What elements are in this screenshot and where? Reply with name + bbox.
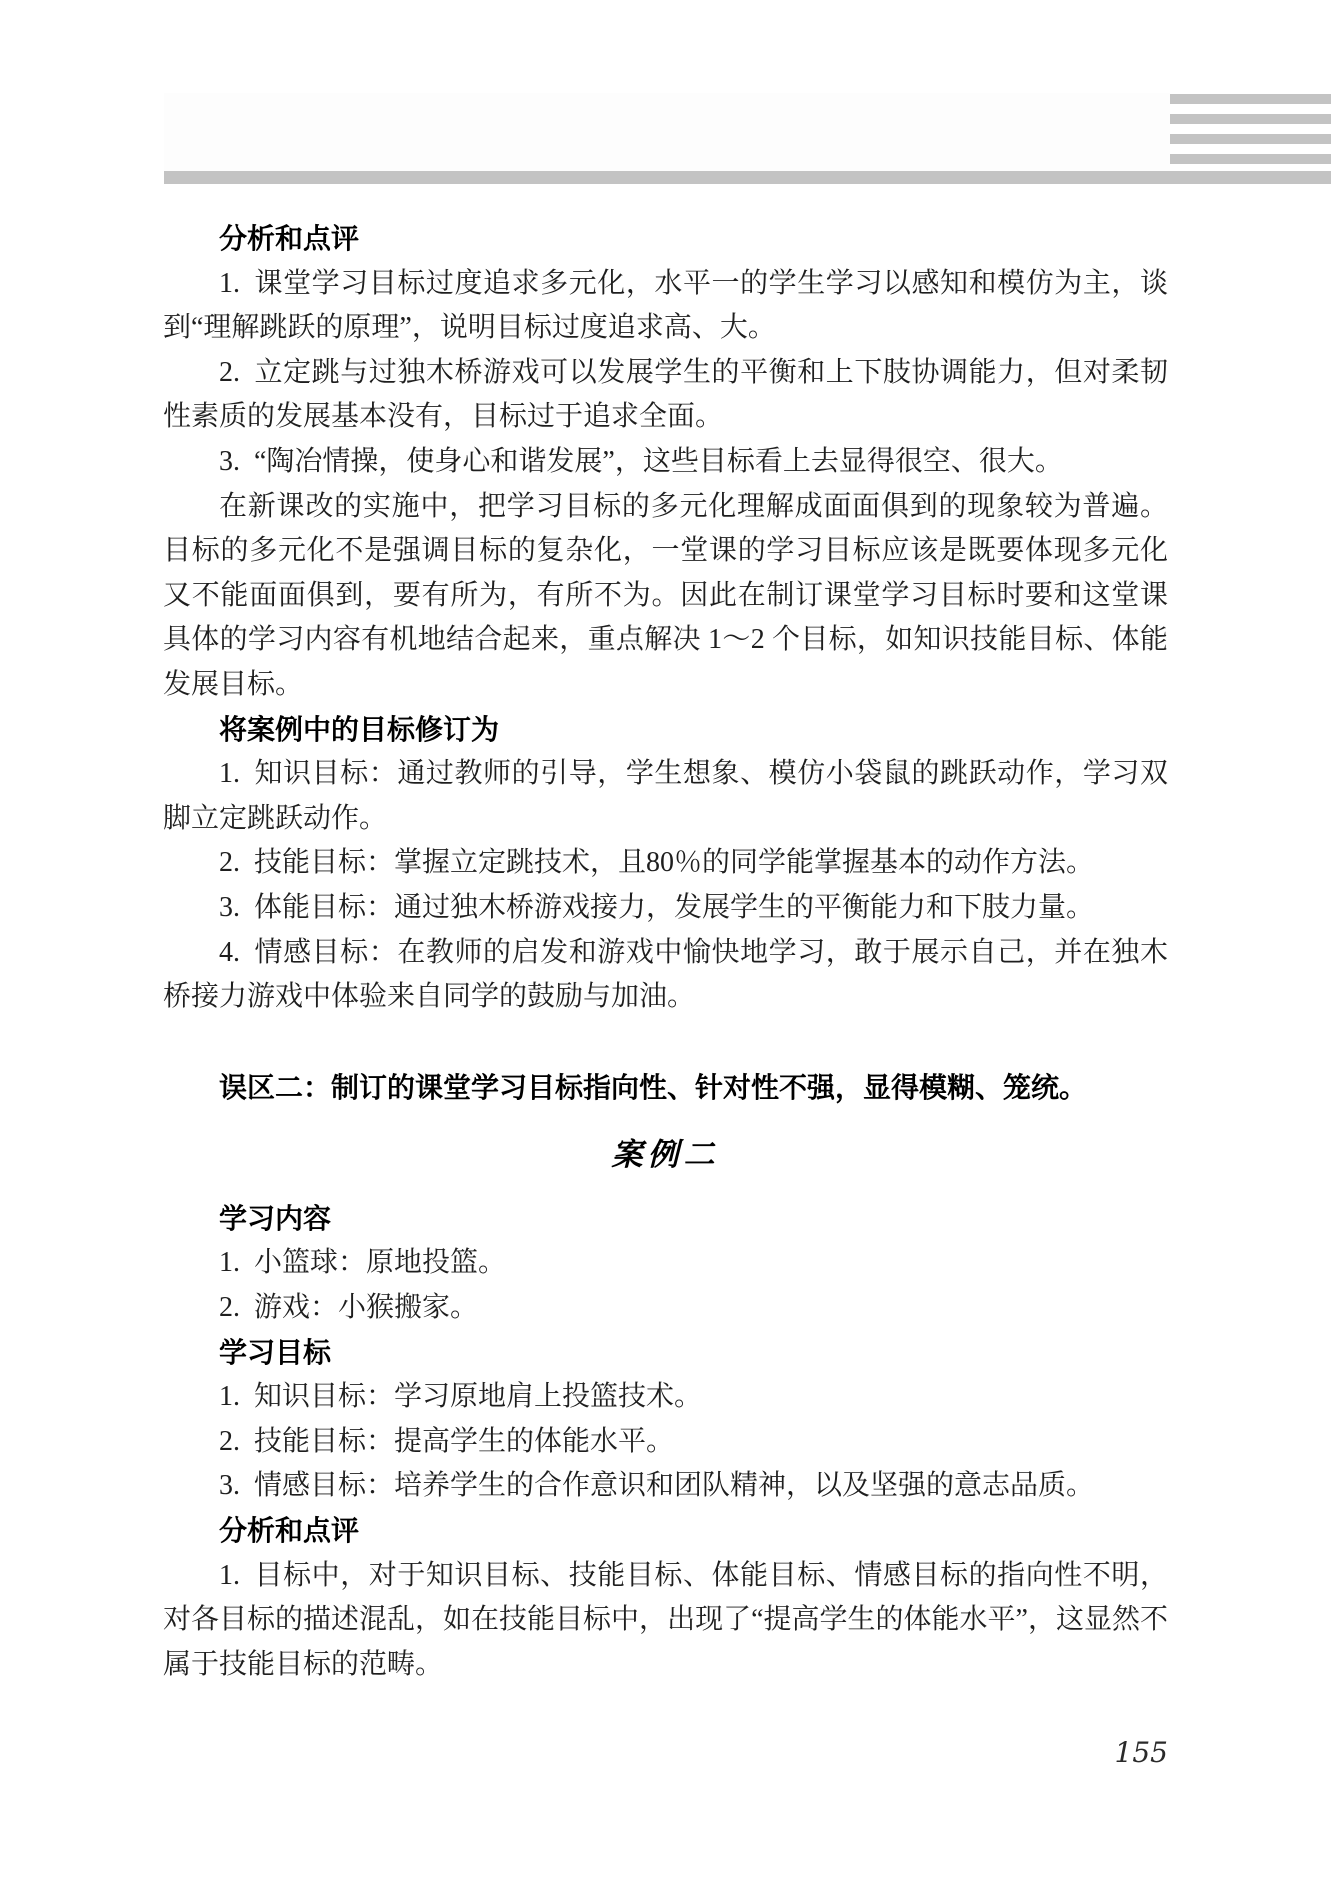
analysis1-point-3: 3. “陶冶情操，使身心和谐发展”，这些目标看上去显得很空、很大。 <box>219 445 1063 477</box>
section-heading-analysis-2: 分析和点评 <box>219 1515 360 1547</box>
learning-content-item-2: 2. 游戏：小猴搬家。 <box>219 1292 479 1324</box>
learning-goal-knowledge: 1. 知识目标：学习原地肩上投篮技术。 <box>219 1381 703 1413</box>
header-stripe <box>1170 94 1331 104</box>
header-rule-bar <box>164 171 1331 184</box>
learning-content-item-1: 1. 小篮球：原地投篮。 <box>219 1247 507 1279</box>
header-stripe <box>1170 134 1331 144</box>
header-stripe <box>1170 114 1331 124</box>
header-stripes <box>1170 94 1331 174</box>
revised-goal-emotion: 4. 情感目标：在教师的启发和游戏中愉快地学习，敢于展示自己，并在独木桥接力游戏中体验来自同学的鼓励与加油。 <box>163 936 1168 1013</box>
misconception-2-statement: 误区二：制订的课堂学习目标指向性、针对性不强，显得模糊、笼统。 <box>219 1072 1088 1104</box>
analysis1-point-1: 1. 课堂学习目标过度追求多元化，水平一的学生学习以感知和模仿为主，谈到“理解跳跃的原理”，说明目标过度追求高、大。 <box>163 267 1168 344</box>
page-content <box>163 217 1168 1687</box>
section-heading-learning-goals: 学习目标 <box>219 1336 332 1368</box>
analysis2-point-1: 1. 目标中，对于知识目标、技能目标、体能目标、情感目标的指向性不明，对各目标的描述混乱，如在技能目标中，出现了“提高学生的体能水平”，这显然不属于技能目标的范畴。 <box>163 1559 1168 1680</box>
revised-goal-knowledge: 1. 知识目标：通过教师的引导，学生想象、模仿小袋鼠的跳跃动作，学习双脚立定跳跃动作。 <box>163 758 1168 834</box>
page-number: 155 <box>1114 1736 1168 1769</box>
section-heading-analysis-1: 分析和点评 <box>219 223 360 254</box>
analysis1-point-2: 2. 立定跳与过独木桥游戏可以发展学生的平衡和上下肢协调能力，但对柔韧性素质的发展基本没有，目标过于追求全面。 <box>163 356 1168 433</box>
revised-goal-skill: 2. 技能目标：掌握立定跳技术，且80％的同学能掌握基本的动作方法。 <box>219 847 1095 879</box>
analysis1-discussion: 在新课改的实施中，把学习目标的多元化理解成面面俱到的现象较为普遍。目标的多元化不是强调目标的复杂化，一堂课的学习目标应该是既要体现多元化又不能面面俱到，要有所为，有所不为。因此在制订课堂学习目标时要和这堂课具体的学习内容有机地结合起来，重点解决 1～2 个目标，如知识技能目标、体能发展目标。 <box>163 490 1168 700</box>
section-heading-learning-content: 学习内容 <box>219 1202 332 1234</box>
learning-goal-skill: 2. 技能目标：提高学生的体能水平。 <box>219 1425 675 1457</box>
header-stripe <box>1170 154 1331 164</box>
revised-goal-fitness: 3. 体能目标：通过独木桥游戏接力，发展学生的平衡能力和下肢力量。 <box>219 891 1095 923</box>
header-banner <box>164 93 1170 171</box>
learning-goal-emotion: 3. 情感目标：培养学生的合作意识和团队精神，以及坚强的意志品质。 <box>219 1470 1095 1502</box>
section-heading-revision: 将案例中的目标修订为 <box>219 713 500 745</box>
case-2-title: 案例二 <box>611 1137 720 1173</box>
